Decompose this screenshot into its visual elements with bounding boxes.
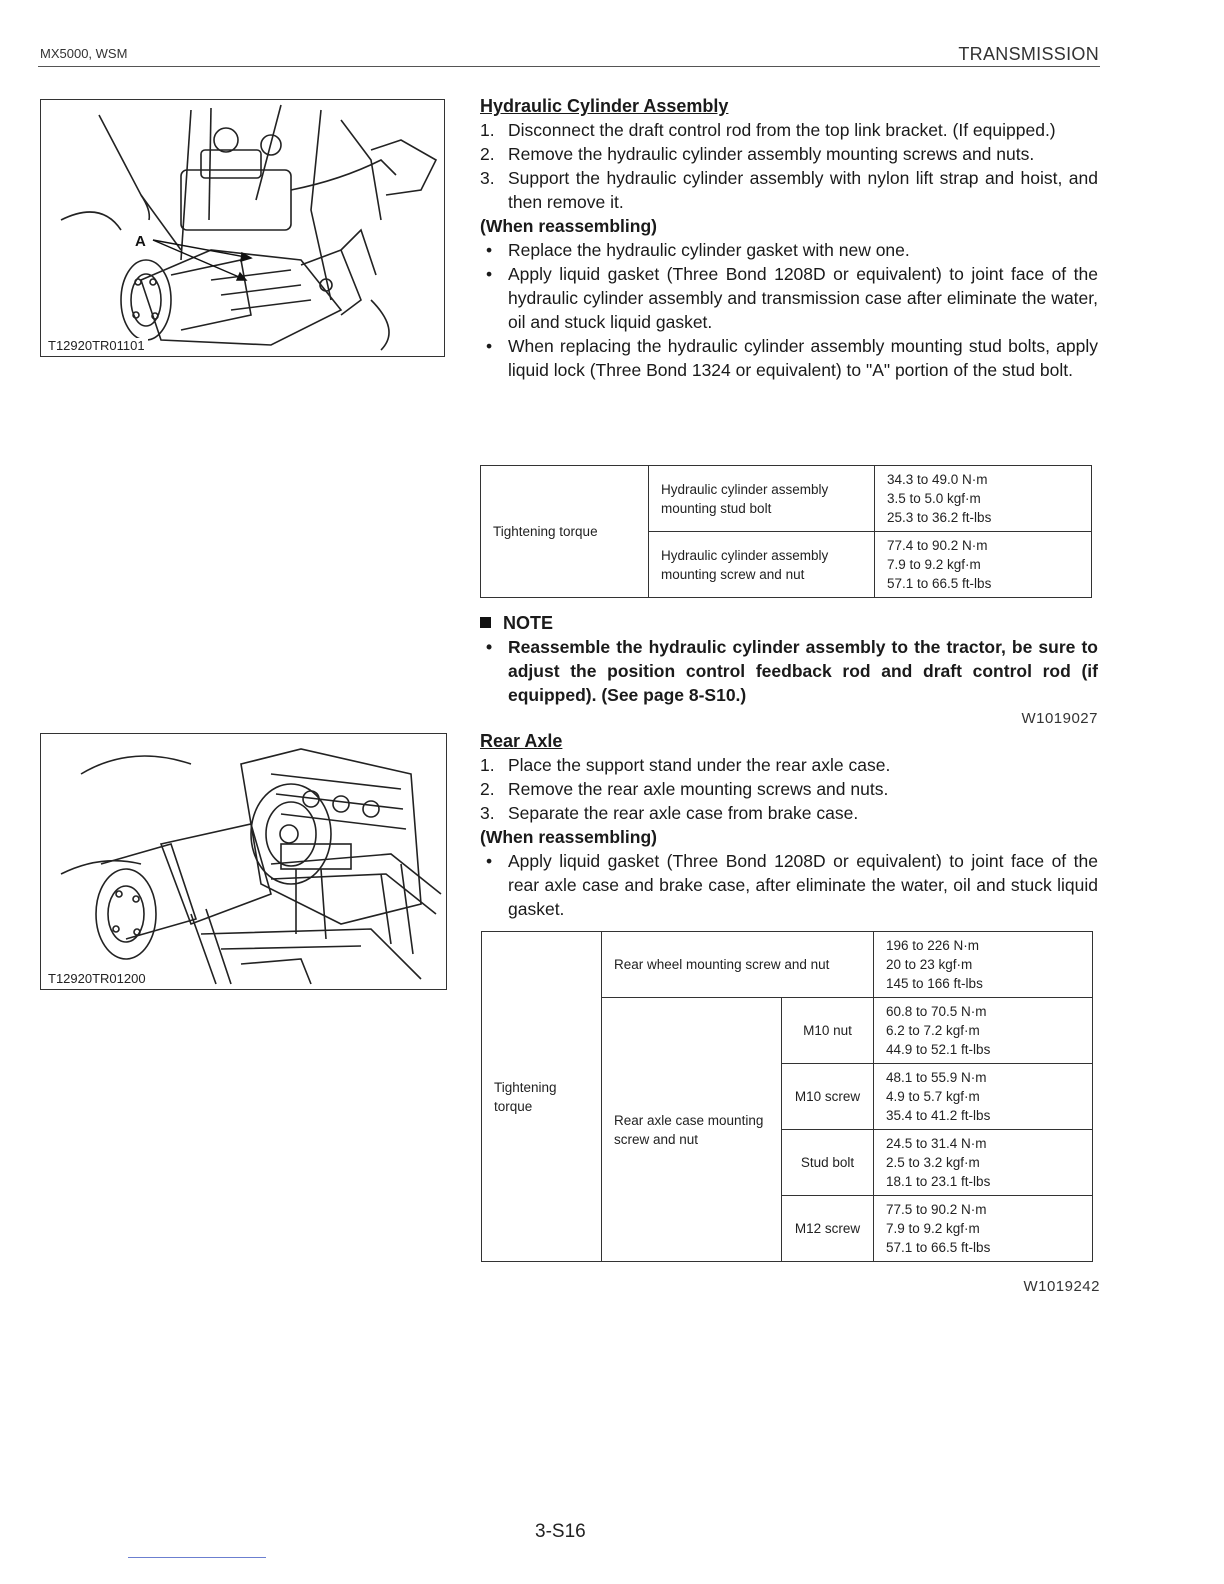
table-row bbox=[482, 932, 1093, 998]
figure-hydraulic-cylinder bbox=[40, 99, 445, 357]
table-cell-value: 196 to 226 N·m 20 to 23 kgf·m 145 to 166 ft-lbs bbox=[874, 932, 1093, 998]
note-heading: NOTE bbox=[480, 611, 1098, 635]
header-rule bbox=[38, 66, 1100, 67]
callout-a: A bbox=[135, 233, 146, 250]
list-item: • Apply liquid gasket (Three Bond 1208D or equivalent) to joint face of the rear axle case and brake case, after eliminate the water, oil and stuck liquid gasket. bbox=[480, 849, 1098, 921]
hydraulic-torque-table bbox=[480, 465, 1092, 598]
list-item: • When replacing the hydraulic cylinder assembly mounting stud bolts, apply liquid lock (Three Bond 1324 or equivalent) to "A" portion of the stud bolt. bbox=[480, 334, 1098, 382]
table-cell-value: 34.3 to 49.0 N·m 3.5 to 5.0 kgf·m 25.3 to 36.2 ft-lbs bbox=[875, 466, 1092, 532]
list-item: 2. Remove the hydraulic cylinder assembly mounting screws and nuts. bbox=[480, 144, 1035, 164]
rear-axle-illustration bbox=[41, 734, 446, 989]
rear-axle-title: Rear Axle bbox=[480, 731, 563, 751]
table-cell-value: 48.1 to 55.9 N·m 4.9 to 5.7 kgf·m 35.4 to 41.2 ft-lbs bbox=[874, 1064, 1093, 1130]
list-item: 3. Support the hydraulic cylinder assembly with nylon lift strap and hoist, and then remove it. bbox=[480, 168, 1098, 212]
hydraulic-section bbox=[480, 94, 1098, 382]
table-cell-item: Hydraulic cylinder assembly mounting stud bolt bbox=[649, 466, 875, 532]
rear-axle-section bbox=[480, 729, 1098, 921]
list-item: 1. Disconnect the draft control rod from the top link bracket. (If equipped.) bbox=[480, 120, 1056, 140]
table-cell-label: Tightening torque bbox=[481, 466, 649, 598]
table-cell-size: M10 screw bbox=[782, 1064, 874, 1130]
footer-rule bbox=[128, 1557, 266, 1558]
table-cell-item: Hydraulic cylinder assembly mounting screw and nut bbox=[649, 532, 875, 598]
rear-axle-bullets bbox=[480, 849, 1098, 921]
list-item: 2. Remove the rear axle mounting screws and nuts. bbox=[480, 779, 889, 799]
rear-axle-steps bbox=[480, 753, 1098, 825]
table-cell-size: M10 nut bbox=[782, 998, 874, 1064]
hydraulic-cylinder-illustration bbox=[41, 100, 444, 356]
hydraulic-reassembling-heading: (When reassembling) bbox=[480, 216, 657, 236]
table-cell-item: Rear axle case mounting screw and nut bbox=[602, 998, 782, 1262]
header-manual-title: MX5000, WSM bbox=[40, 46, 128, 61]
hydraulic-bullets bbox=[480, 238, 1098, 382]
note-text: • Reassemble the hydraulic cylinder assembly to the tractor, be sure to adjust the position control feedback rod and draft control rod (if equipped). (See page 8-S10.) bbox=[480, 635, 1098, 707]
table-cell-size: Stud bolt bbox=[782, 1130, 874, 1196]
page-number: 3-S16 bbox=[535, 1521, 586, 1542]
list-item: 3. Separate the rear axle case from brake case. bbox=[480, 803, 859, 823]
table-cell-label: Tightening torque bbox=[482, 932, 602, 1262]
list-item: • Replace the hydraulic cylinder gasket with new one. bbox=[480, 238, 1098, 262]
list-item: • Apply liquid gasket (Three Bond 1208D or equivalent) to joint face of the hydraulic cylinder assembly and transmission case after eliminate the water, oil and stuck liquid gasket. bbox=[480, 262, 1098, 334]
figure-rear-axle bbox=[40, 733, 447, 990]
note-block bbox=[480, 611, 1098, 731]
figure-1-label: T12920TR01101 bbox=[45, 338, 148, 353]
table-cell-value: 77.5 to 90.2 N·m 7.9 to 9.2 kgf·m 57.1 to 66.5 ft-lbs bbox=[874, 1196, 1093, 1262]
table-cell-value: 24.5 to 31.4 N·m 2.5 to 3.2 kgf·m 18.1 to 23.1 ft-lbs bbox=[874, 1130, 1093, 1196]
hydraulic-steps bbox=[480, 118, 1098, 214]
header-section-title: TRANSMISSION bbox=[958, 44, 1099, 64]
rear-axle-torque-table bbox=[481, 931, 1093, 1262]
note-square-icon bbox=[480, 617, 491, 628]
list-item: 1. Place the support stand under the rear axle case. bbox=[480, 755, 891, 775]
rear-axle-reassembling-heading: (When reassembling) bbox=[480, 827, 657, 847]
table-cell-value: 77.4 to 90.2 N·m 7.9 to 9.2 kgf·m 57.1 to 66.5 ft-lbs bbox=[875, 532, 1092, 598]
table-row bbox=[481, 466, 1092, 532]
document-code: W1019242 bbox=[1023, 1278, 1100, 1295]
table-cell-size: M12 screw bbox=[782, 1196, 874, 1262]
document-code: W1019027 bbox=[1021, 710, 1098, 727]
figure-2-label: T12920TR01200 bbox=[45, 971, 149, 986]
table-cell-item: Rear wheel mounting screw and nut bbox=[602, 932, 874, 998]
hydraulic-title: Hydraulic Cylinder Assembly bbox=[480, 96, 729, 116]
table-cell-value: 60.8 to 70.5 N·m 6.2 to 7.2 kgf·m 44.9 to 52.1 ft-lbs bbox=[874, 998, 1093, 1064]
